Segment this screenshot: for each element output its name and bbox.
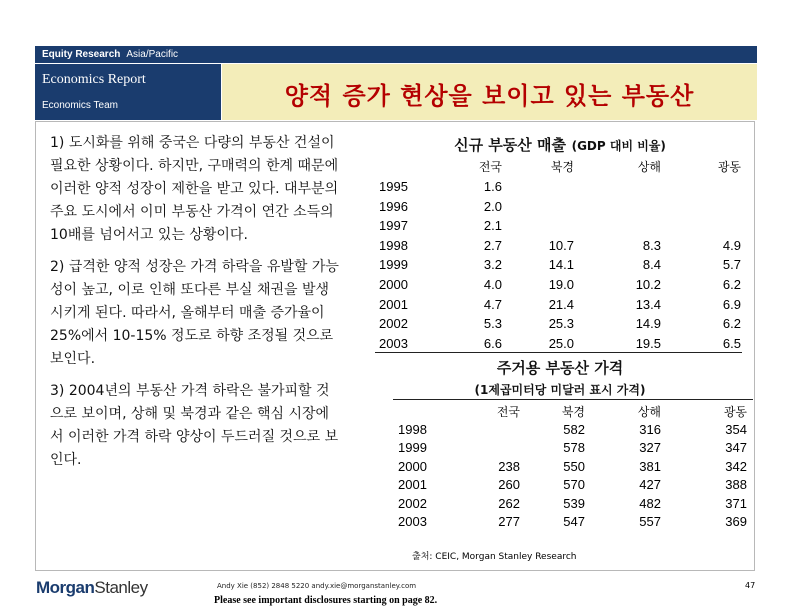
- row-year: 1997: [379, 218, 408, 234]
- bullet-1: 1) 도시화를 위해 중국은 다량의 부동산 건설이 필요한 상황이다. 하지만, 구매력의 한계 때문에 이러한 양적 성장이 제한을 받고 있다. 대부분의 주요 도시에서 이미 부동산 가격이 연간 소득의 10배를 넘어서고 있는 상황이다.: [50, 135, 339, 243]
- table-cell: 262: [498, 495, 520, 511]
- table-cell: 10.7: [548, 237, 574, 253]
- table-cell: 6.9: [722, 296, 741, 312]
- table-cell: 260: [498, 477, 520, 493]
- table-cell: 347: [725, 440, 747, 456]
- table-cell: 19.0: [548, 277, 574, 292]
- table-cell: 547: [563, 514, 585, 529]
- table-cell: 482: [639, 495, 661, 511]
- table-cell: 578: [563, 440, 585, 456]
- table-cell: 3.2: [483, 257, 502, 273]
- table-cell: 21.4: [548, 296, 574, 312]
- logo-stanley: Stanley: [94, 578, 148, 597]
- team-name: Economics Team: [42, 100, 118, 111]
- table1-title: [400, 134, 720, 155]
- table1-title-main: 신규 부동산 매출: [454, 136, 566, 154]
- table-cell: 19.5: [635, 335, 661, 351]
- table-cell: 582: [563, 422, 585, 437]
- row-year: 2001: [398, 477, 427, 493]
- table-cell: 5.3: [483, 316, 502, 332]
- row-year: 2002: [379, 316, 408, 332]
- column-header: 상해: [637, 405, 661, 419]
- bullet-3: 3) 2004년의 부동산 가격 하락은 불가피할 것으로 보이며, 상해 및 북경과 같은 핵심 시장에서 이러한 가격 하락 양상이 두드러질 것으로 보인다.: [50, 383, 339, 468]
- column-header: 광동: [723, 405, 747, 419]
- report-type: Economics Report: [42, 72, 146, 87]
- table-cell: 327: [639, 440, 661, 456]
- table-cell: 550: [563, 458, 585, 474]
- table-cell: 2.0: [483, 198, 502, 214]
- column-header: 광동: [717, 160, 741, 174]
- table-cell: 388: [725, 477, 747, 493]
- table2-divider: [393, 399, 753, 400]
- table-cell: 557: [639, 514, 661, 529]
- page-number: 47: [745, 581, 756, 590]
- column-header: 전국: [478, 160, 502, 174]
- row-year: 1996: [379, 198, 408, 214]
- morgan-stanley-logo: [36, 578, 148, 598]
- table-cell: 2.7: [483, 237, 502, 253]
- row-year: 2000: [379, 277, 408, 292]
- bullet-list: [50, 132, 340, 481]
- table-cell: 342: [725, 458, 747, 474]
- table-cell: 381: [639, 458, 661, 474]
- table-cell: 14.1: [548, 257, 574, 273]
- table-cell: 6.2: [722, 277, 741, 292]
- table-cell: 6.5: [722, 335, 741, 351]
- table-cell: 4.9: [722, 237, 741, 253]
- table1-divider: [375, 352, 742, 353]
- table-cell: 2.1: [483, 218, 502, 234]
- table-cell: 570: [563, 477, 585, 493]
- table-cell: 539: [563, 495, 585, 511]
- region-label: Asia/Pacific: [126, 49, 179, 60]
- report-block: [35, 64, 221, 120]
- table1-subtitle: (GDP 대비 비율): [571, 139, 666, 153]
- table-cell: 371: [725, 495, 747, 511]
- row-year: 1999: [398, 440, 427, 456]
- column-header: 상해: [637, 160, 661, 174]
- table2-title: 주거용 부동산 가격: [496, 359, 624, 377]
- slide-title-box: [222, 64, 757, 120]
- column-header: 북경: [561, 405, 585, 419]
- row-year: 1999: [379, 257, 408, 273]
- row-year: 2002: [398, 495, 427, 511]
- table-cell: 4.7: [483, 296, 502, 312]
- table-cell: 1.6: [483, 179, 502, 194]
- row-year: 2003: [379, 335, 408, 351]
- row-year: 1995: [379, 179, 408, 194]
- row-year: 1998: [398, 422, 427, 437]
- table-cell: 277: [498, 514, 520, 529]
- table-cell: 354: [725, 422, 747, 437]
- table-cell: 14.9: [635, 316, 661, 332]
- table-cell: 238: [498, 458, 520, 474]
- column-header: 전국: [496, 405, 520, 419]
- column-header: 북경: [550, 160, 574, 174]
- table-cell: 427: [639, 477, 661, 493]
- slide-title: 양적 증가 현상을 보이고 있는 부동산: [284, 82, 695, 110]
- row-year: 2003: [398, 514, 427, 529]
- table-cell: 25.0: [548, 335, 574, 351]
- equity-research-label: Equity Research: [42, 49, 121, 60]
- bullet-2: 2) 급격한 양적 성장은 가격 하락을 유발할 가능성이 높고, 이로 인해 또다른 부실 채권을 발생시키게 된다. 따라서, 올해부터 매출 증가율이 25%에서 10-15% 정도로 하향 조정될 것으로 보인다.: [50, 259, 339, 367]
- row-year: 2001: [379, 296, 408, 312]
- table-cell: 13.4: [635, 296, 661, 312]
- disclosure-note: Please see important disclosures starting on page 82.: [214, 595, 438, 606]
- table2-subtitle: (1제곱미터당 미달러 표시 가격): [474, 383, 646, 397]
- table-cell: 5.7: [722, 257, 741, 273]
- author-contact: Andy Xie (852) 2848 5220 andy.xie@morganstanley.com: [217, 582, 417, 590]
- table-cell: 25.3: [548, 316, 574, 332]
- table-cell: 369: [725, 514, 747, 529]
- table-cell: 316: [639, 422, 661, 437]
- row-year: 2000: [398, 458, 427, 474]
- table-cell: 6.2: [722, 316, 741, 332]
- table-cell: 8.3: [642, 237, 661, 253]
- header-bar: [35, 46, 757, 63]
- source-note: 출처: CEIC, Morgan Stanley Research: [412, 552, 577, 562]
- table-cell: 8.4: [642, 257, 661, 273]
- logo-morgan: Morgan: [36, 578, 95, 597]
- table-cell: 10.2: [635, 277, 661, 292]
- table-cell: 4.0: [483, 277, 502, 292]
- row-year: 1998: [379, 237, 408, 253]
- table-cell: 6.6: [483, 335, 502, 351]
